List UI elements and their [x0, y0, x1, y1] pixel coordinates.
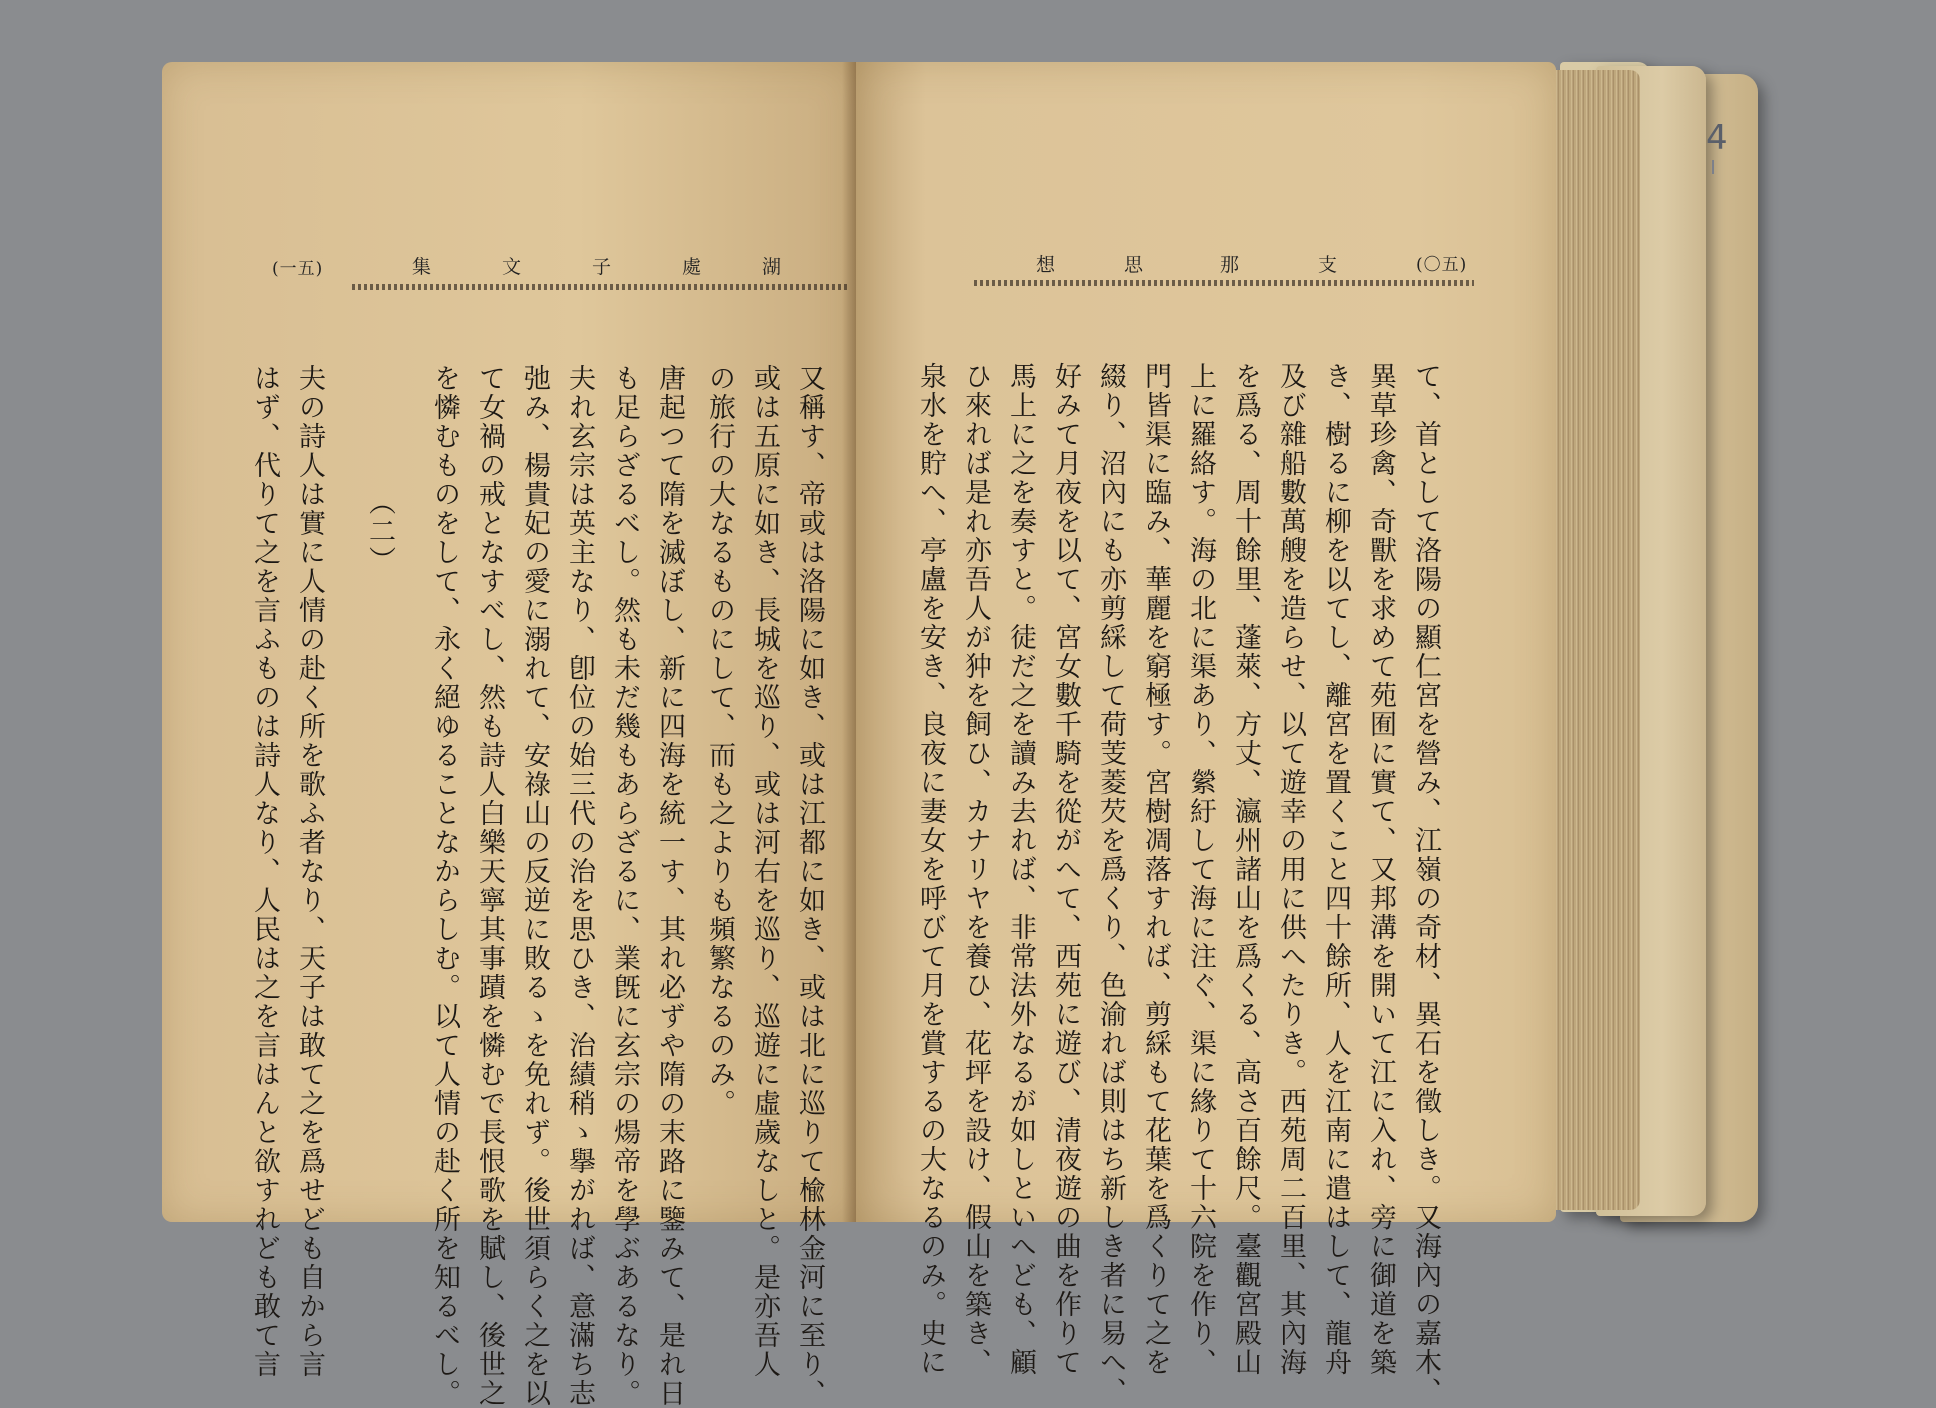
left-col-2: 或は五原に如き、長城を巡り、或は河右を巡り、巡遊に虛歲なしと。是亦吾人 — [749, 364, 780, 1379]
right-col-1: て、首として洛陽の顯仁宮を營み、江嶺の奇材、異石を徵しき。又海內の嘉木、 — [1410, 362, 1441, 1406]
right-col-2: 異草珍禽、奇獸を求めて苑囿に實て、又邦溝を開いて江に入れ、旁に御道を築 — [1365, 362, 1396, 1377]
right-col-9: 好みて月夜を以て、宮女數千騎を從がへて、西苑に遊び、清夜遊の曲を作りて — [1050, 362, 1081, 1377]
left-col-6: 夫れ玄宗は英主なり、卽位の始三代の治を思ひき、治績稍ゝ擧がれば、意滿ち志 — [564, 364, 595, 1408]
left-col-10: 夫の詩人は實に人情の赴く所を歌ふ者なり、天子は敢て之を爲せども自から言 — [294, 364, 325, 1379]
left-col-9: を憐むものをして、永く絕ゆることなからしむ。以て人情の赴く所を知るべし。 — [429, 364, 460, 1408]
left-title-char-4: 處 — [682, 256, 702, 278]
right-col-12: 泉水を貯へ、亭盧を安き、良夜に妻女を呼びて月を賞するの大なるのみ。史に — [915, 362, 946, 1377]
page-edges — [1545, 70, 1640, 1210]
right-col-4: 及び雜船數萬艘を造らせ、以て遊幸の用に供へたりき。西苑周二百里、其內海 — [1275, 362, 1306, 1377]
right-title-char-3: 那 — [1220, 254, 1240, 276]
right-header-rule — [974, 280, 1474, 286]
left-section-number: （二） — [364, 488, 395, 575]
right-text-block — [856, 362, 1556, 1406]
right-col-3: き、樹るに柳を以てし、離宮を置くこと四十餘所、人を江南に遣はして、龍舟 — [1320, 362, 1351, 1377]
left-col-7: 弛み、楊貴妃の愛に溺れて、安祿山の反逆に敗るゝを免れず。後世須らく之を以 — [519, 364, 550, 1408]
right-col-8: 綴り、沼內にも亦剪綵して荷芰菱芡を爲くり、色渝れば則はち新しき者に易へ、 — [1095, 362, 1126, 1406]
right-col-10: 馬上に之を奏すと。徒だ之を讀み去れば、非常法外なるが如しといへども、顧 — [1005, 362, 1036, 1377]
left-col-4: 唐起つて隋を滅ぼし、新に四海を統一す、其れ必ずや隋の末路に鑒みて、是れ日 — [654, 364, 685, 1408]
left-col-3: の旅行の大なるものにして、而も之よりも頻繁なるのみ。 — [704, 364, 735, 1118]
pencil-tick-mark — [1712, 160, 1714, 174]
left-folio: (一五) — [272, 259, 324, 279]
right-title-char-2: 思 — [1124, 254, 1144, 276]
right-col-11: ひ來れば是れ亦吾人が狆を飼ひ、カナリヤを養ひ、花坪を設け、假山を築き、 — [960, 362, 991, 1377]
left-title-char-1: 集 — [412, 256, 432, 278]
right-folio: (〇五) — [1416, 255, 1468, 275]
right-col-5: を爲る、周十餘里、蓬萊、方丈、瀛州諸山を爲くる、高さ百餘尺。臺觀宮殿山 — [1230, 362, 1261, 1377]
right-title-char-1: 想 — [1036, 254, 1056, 276]
left-page — [162, 62, 856, 1408]
pencil-page-mark: 4 — [1706, 118, 1728, 158]
right-col-7: 門皆渠に臨み、華麗を窮極す。宮樹凋落すれば、剪綵もて花葉を爲くりて之を — [1140, 362, 1171, 1377]
right-page — [856, 62, 1556, 1406]
left-title-char-3: 子 — [592, 256, 612, 278]
left-title-char-2: 文 — [502, 256, 522, 278]
left-text-block — [162, 364, 856, 1408]
left-col-8: て女禍の戒となすべし、然も詩人白樂天寧其事蹟を憐むで長恨歌を賦し、後世之 — [474, 364, 505, 1408]
right-col-6: 上に羅絡す。海の北に渠あり、縈紆して海に注ぐ、渠に緣りて十六院を作り、 — [1185, 362, 1216, 1377]
left-col-1: 又稱す、帝或は洛陽に如き、或は江都に如き、或は北に巡りて楡林金河に至り、 — [794, 364, 825, 1408]
right-title-char-4: 支 — [1318, 254, 1338, 276]
left-title-char-5: 湖 — [762, 256, 782, 278]
left-col-5: も足らざるべし。然も未だ幾もあらざるに、業旣に玄宗の煬帝を學ぶあるなり。 — [609, 364, 640, 1408]
left-col-11: はず、代りて之を言ふものは詩人なり、人民は之を言はんと欲すれども敢て言 — [249, 364, 280, 1379]
left-header-rule — [352, 284, 850, 290]
